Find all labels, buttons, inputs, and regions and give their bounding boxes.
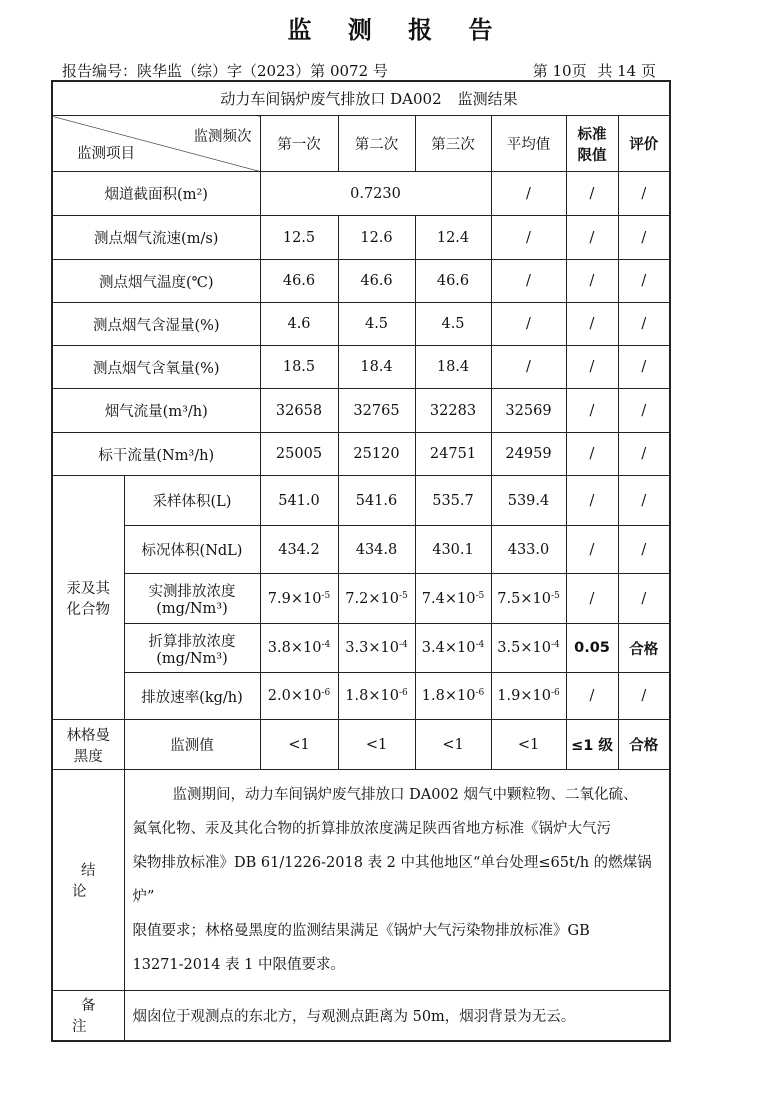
conclusion-line: 染物排放标准》DB 61/1226-2018 表 2 中其他地区“单台处理≤65t/h 的燃煤锅炉” xyxy=(132,855,652,905)
cell-average: / xyxy=(491,346,566,389)
header-col-average: 平均值 xyxy=(491,116,566,172)
table-row xyxy=(52,476,670,526)
conclusion-line: 氮氧化物、汞及其化合物的折算排放浓度满足陕西省地方标准《锅炉大气污 xyxy=(132,821,611,837)
cell-second: 32765 xyxy=(338,389,415,433)
row-label: 监测值 xyxy=(124,720,260,770)
cell-average xyxy=(491,574,566,624)
cell-average: / xyxy=(491,172,566,216)
value-mantissa: 7.5×10 xyxy=(497,590,551,607)
table-row xyxy=(52,526,670,574)
cell-average: 32569 xyxy=(491,389,566,433)
value-mantissa: 7.4×10 xyxy=(421,590,476,607)
cell-standard: / xyxy=(566,172,618,216)
cell-standard: / xyxy=(566,673,618,720)
cell-second: <1 xyxy=(338,720,415,770)
cell-third: <1 xyxy=(415,720,491,770)
cell-second: 46.6 xyxy=(338,260,415,303)
row-label xyxy=(124,624,260,673)
cell-standard: / xyxy=(566,574,618,624)
cell-standard: 0.05 xyxy=(566,624,618,673)
cell-second xyxy=(338,673,415,720)
cell-third: 4.5 xyxy=(415,303,491,346)
cell-third: 32283 xyxy=(415,389,491,433)
cell-first: 32658 xyxy=(260,389,338,433)
row-label-line2: (mg/Nm³) xyxy=(156,650,228,667)
monitoring-results-table xyxy=(51,80,671,1042)
cell-first: 46.6 xyxy=(260,260,338,303)
cell-second: 25120 xyxy=(338,433,415,476)
header-col-third: 第三次 xyxy=(415,116,491,172)
table-header-row xyxy=(52,116,670,172)
header-standard-line2: 限值 xyxy=(577,147,607,164)
caption-suffix: 监测结果 xyxy=(457,90,518,108)
table-row xyxy=(52,720,670,770)
cell-standard: / xyxy=(566,260,618,303)
remark-row xyxy=(52,991,670,1041)
cell-third xyxy=(415,673,491,720)
cell-average: / xyxy=(491,216,566,260)
cell-third: 12.4 xyxy=(415,216,491,260)
cell-first xyxy=(260,624,338,673)
row-label: 烟道截面积(m²) xyxy=(52,172,260,216)
header-rating: 评价 xyxy=(618,116,670,172)
cell-third: 430.1 xyxy=(415,526,491,574)
cell-first: <1 xyxy=(260,720,338,770)
conclusion-line-text: 监测期间，动力车间锅炉废气排放口 DA002 烟气中颗粒物、二氧化硫、 xyxy=(172,787,638,803)
cell-second xyxy=(338,574,415,624)
row-label-line2: (mg/Nm³) xyxy=(156,601,228,617)
caption-outlet: 动力车间锅炉废气排放口 DA002 xyxy=(220,90,442,108)
cell-average: 433.0 xyxy=(491,526,566,574)
cell-second xyxy=(338,624,415,673)
value-exponent: -6 xyxy=(550,688,560,698)
cell-average: 24959 xyxy=(491,433,566,476)
cell-rating: / xyxy=(618,260,670,303)
row-label xyxy=(124,574,260,624)
value-exponent: -4 xyxy=(398,640,408,650)
row-label-line1: 实测排放浓度 xyxy=(148,584,236,600)
cell-rating: / xyxy=(618,476,670,526)
cell-average: / xyxy=(491,260,566,303)
merged-value: 0.7230 xyxy=(260,172,491,216)
row-label-line1: 折算排放浓度 xyxy=(148,633,236,650)
cell-first: 4.6 xyxy=(260,303,338,346)
cell-second: 12.6 xyxy=(338,216,415,260)
cell-first: 18.5 xyxy=(260,346,338,389)
table-row xyxy=(52,172,670,216)
row-label: 排放速率(kg/h) xyxy=(124,673,260,720)
value-exponent: -4 xyxy=(550,640,560,650)
cell-average xyxy=(491,673,566,720)
row-label: 测点烟气流速(m/s) xyxy=(52,216,260,260)
value-exponent: -5 xyxy=(475,590,485,601)
remark-label: 备 注 xyxy=(52,991,124,1041)
value-exponent: -6 xyxy=(475,688,485,698)
cell-average: / xyxy=(491,303,566,346)
cell-first: 541.0 xyxy=(260,476,338,526)
cell-third: 46.6 xyxy=(415,260,491,303)
header-standard-line1: 标准 xyxy=(577,126,607,143)
value-exponent: -6 xyxy=(398,688,408,698)
value-exponent: -5 xyxy=(550,590,560,601)
ringelmann-label-line2: 黑度 xyxy=(73,748,103,765)
value-mantissa: 3.4×10 xyxy=(421,640,476,656)
value-mantissa: 2.0×10 xyxy=(267,688,322,704)
row-label: 测点烟气温度(℃) xyxy=(52,260,260,303)
report-number: 报告编号：陕华监（综）字（2023）第 0072 号 xyxy=(62,62,388,80)
conclusion-text xyxy=(124,770,670,991)
value-mantissa: 7.2×10 xyxy=(345,590,399,607)
value-mantissa: 1.9×10 xyxy=(497,688,551,704)
cell-rating: / xyxy=(618,216,670,260)
table-row xyxy=(52,389,670,433)
value-mantissa: 1.8×10 xyxy=(421,688,476,704)
cell-second: 434.8 xyxy=(338,526,415,574)
cell-standard: / xyxy=(566,216,618,260)
value-exponent: -5 xyxy=(398,590,408,601)
cell-rating: / xyxy=(618,389,670,433)
row-label: 采样体积(L) xyxy=(124,476,260,526)
value-exponent: -4 xyxy=(321,640,331,650)
header-item-label: 监测项目 xyxy=(77,146,135,162)
conclusion-line: 限值要求；林格曼黑度的监测结果满足《锅炉大气污染物排放标准》GB xyxy=(132,923,590,939)
mercury-group-label xyxy=(52,476,124,720)
conclusion-line: 13271-2014 表 1 中限值要求。 xyxy=(132,957,345,973)
cell-second: 4.5 xyxy=(338,303,415,346)
cell-average: 539.4 xyxy=(491,476,566,526)
diagonal-header-cell xyxy=(52,116,260,172)
row-label: 测点烟气含氧量(%) xyxy=(52,346,260,389)
cell-standard: / xyxy=(566,433,618,476)
cell-rating: / xyxy=(618,172,670,216)
cell-rating: 合格 xyxy=(618,720,670,770)
remark-text: 烟囱位于观测点的东北方，与观测点距离为 50m，烟羽背景为无云。 xyxy=(124,991,670,1041)
table-row xyxy=(52,216,670,260)
value-exponent: -6 xyxy=(321,688,331,698)
value-exponent: -4 xyxy=(475,640,485,650)
table-row xyxy=(52,574,670,624)
cell-rating: / xyxy=(618,303,670,346)
value-exponent: -5 xyxy=(321,590,331,601)
cell-first xyxy=(260,574,338,624)
report-title: 监 测 报 告 xyxy=(287,16,507,44)
cell-average xyxy=(491,624,566,673)
cell-rating: / xyxy=(618,526,670,574)
cell-standard: / xyxy=(566,303,618,346)
mercury-group-line1: 汞及其 xyxy=(66,580,110,597)
value-mantissa: 3.5×10 xyxy=(497,640,551,656)
cell-rating: / xyxy=(618,574,670,624)
row-label: 标况体积(NdL) xyxy=(124,526,260,574)
cell-standard: ≤1 级 xyxy=(566,720,618,770)
cell-third: 24751 xyxy=(415,433,491,476)
cell-rating: 合格 xyxy=(618,624,670,673)
cell-second: 18.4 xyxy=(338,346,415,389)
row-label: 标干流量(Nm³/h) xyxy=(52,433,260,476)
cell-third: 535.7 xyxy=(415,476,491,526)
table-row xyxy=(52,624,670,673)
value-mantissa: 1.8×10 xyxy=(345,688,399,704)
header-col-second: 第二次 xyxy=(338,116,415,172)
page-total: 共 14 页 xyxy=(597,62,656,80)
page-number: 第 10页 xyxy=(532,62,587,80)
cell-first: 434.2 xyxy=(260,526,338,574)
header-standard-limit xyxy=(566,116,618,172)
cell-rating: / xyxy=(618,673,670,720)
conclusion-label: 结 论 xyxy=(52,770,124,991)
cell-first: 12.5 xyxy=(260,216,338,260)
table-row xyxy=(52,260,670,303)
cell-third: 18.4 xyxy=(415,346,491,389)
conclusion-row xyxy=(52,770,670,991)
table-row xyxy=(52,346,670,389)
table-row xyxy=(52,673,670,720)
value-mantissa: 3.8×10 xyxy=(267,640,322,656)
header-frequency-label: 监测频次 xyxy=(193,129,252,145)
conclusion-line xyxy=(133,778,660,812)
mercury-group-line2: 化合物 xyxy=(66,601,110,618)
cell-first xyxy=(260,673,338,720)
cell-rating: / xyxy=(618,433,670,476)
header-col-first: 第一次 xyxy=(260,116,338,172)
cell-standard: / xyxy=(566,526,618,574)
cell-rating: / xyxy=(618,346,670,389)
cell-average: <1 xyxy=(491,720,566,770)
cell-first: 25005 xyxy=(260,433,338,476)
row-label: 测点烟气含湿量(%) xyxy=(52,303,260,346)
table-row xyxy=(52,433,670,476)
cell-standard: / xyxy=(566,389,618,433)
table-row xyxy=(52,303,670,346)
ringelmann-label-line1: 林格曼 xyxy=(66,727,110,744)
cell-standard: / xyxy=(566,346,618,389)
cell-second: 541.6 xyxy=(338,476,415,526)
value-mantissa: 7.9×10 xyxy=(267,590,322,607)
page-indicator xyxy=(527,60,656,81)
cell-standard: / xyxy=(566,476,618,526)
table-caption xyxy=(52,81,670,116)
cell-third xyxy=(415,624,491,673)
row-label: 烟气流量(m³/h) xyxy=(52,389,260,433)
ringelmann-label xyxy=(52,720,124,770)
value-mantissa: 3.3×10 xyxy=(345,640,399,656)
cell-third xyxy=(415,574,491,624)
